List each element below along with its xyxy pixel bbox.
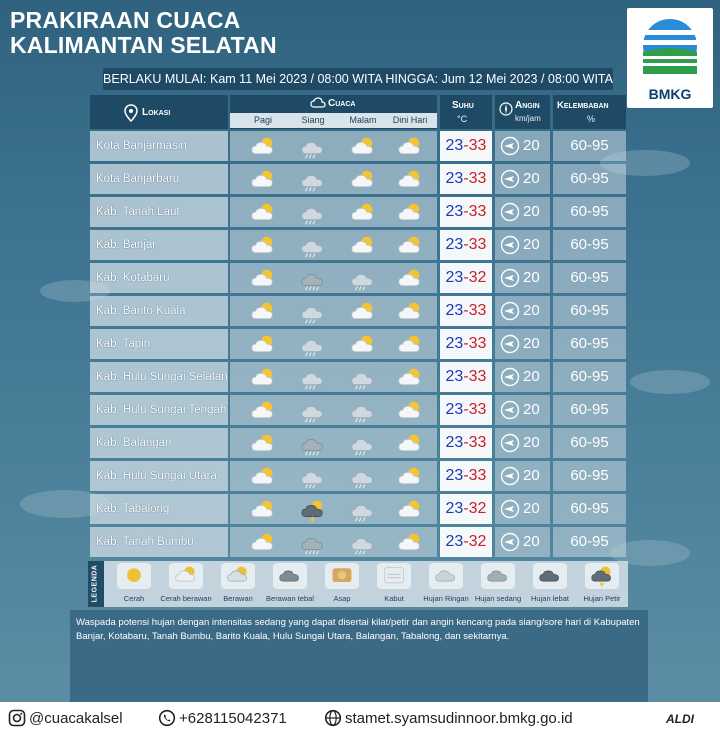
berawan-icon [226, 564, 250, 588]
table-row [90, 230, 626, 260]
cerah-berawan-icon [248, 465, 278, 491]
cerah-berawan-icon [248, 333, 278, 359]
temp-separator: - [463, 269, 469, 286]
temp-max: 33 [468, 203, 487, 220]
hujan-ringan-icon [298, 168, 328, 194]
logo-text: BMKG [648, 86, 692, 102]
location-name: Kab. Tanah Laut [96, 206, 180, 218]
table-row [90, 494, 626, 524]
hujan-ringan-icon [348, 432, 378, 458]
legend-item-kabut [368, 563, 420, 603]
wind-speed: 20 [523, 137, 540, 154]
period-dini-hari: Dini Hari [392, 115, 428, 125]
temperature [440, 197, 492, 227]
legend-label: Hujan sedang [474, 594, 522, 603]
legend-label: Hujan Petir [583, 594, 621, 603]
cerah-berawan-icon [248, 135, 278, 161]
cerah-berawan-icon [395, 531, 425, 557]
whatsapp-number: +628115042371 [179, 710, 287, 727]
cerah-berawan-icon [348, 333, 378, 359]
humidity: 60-95 [570, 170, 609, 187]
warning-notice: Waspada potensi hujan dengan intensitas sedang yang dapat disertai kilat/petir dan angin kencang pada siang/sore hari di Kabupaten Banjar, Kotabaru, Tanah Bumbu, Barito Kuala, Hulu Sungai Utara, Balangan, Tabalong, dan sekitarnya. [70, 610, 648, 702]
cerah-berawan-icon [248, 432, 278, 458]
wind-speed: 20 [523, 335, 540, 352]
whatsapp-icon [158, 709, 176, 727]
legend-title: LEGENDA [91, 564, 99, 603]
location-name: Kab. Hulu Sungai Selatan [96, 371, 228, 383]
temperature [440, 527, 492, 557]
header-angin [495, 95, 550, 129]
location-name: Kab. Tapin [96, 338, 151, 350]
legend-item-asap [316, 563, 368, 603]
hujan-ringan-icon [298, 366, 328, 392]
title-line-2: KALIMANTAN SELATAN [10, 32, 277, 58]
temp-min: 23 [445, 335, 464, 352]
wind-speed: 20 [523, 368, 540, 385]
temperature [440, 230, 492, 260]
footer-instagram[interactable] [8, 709, 123, 729]
cerah-berawan-icon [395, 267, 425, 293]
cerah-berawan-icon [348, 168, 378, 194]
cerah-berawan-icon [248, 300, 278, 326]
wind-speed: 20 [523, 203, 540, 220]
wind-speed: 20 [523, 236, 540, 253]
compass-header-icon [499, 102, 513, 116]
header-cuaca-label: Cuaca [328, 98, 356, 109]
temp-separator: - [463, 137, 469, 154]
hujan-ringan-icon [298, 201, 328, 227]
location-name: Kab. Tanah Bumbu [96, 536, 194, 548]
cerah-berawan-icon [348, 234, 378, 260]
table-row [90, 329, 626, 359]
hujan-petir-icon [590, 564, 614, 588]
wind-direction-icon [500, 334, 520, 354]
page-title [10, 8, 277, 58]
temperature [440, 296, 492, 326]
temperature [440, 164, 492, 194]
cerah-berawan-icon [248, 498, 278, 524]
period-header-row [230, 113, 437, 128]
wind-direction-icon [500, 136, 520, 156]
temp-max: 33 [468, 170, 487, 187]
legend-label: Hujan lebat [531, 594, 569, 603]
title-line-1: PRAKIRAAN CUACA [10, 7, 241, 33]
legend-item-cerah-berawan [160, 563, 212, 603]
footer [0, 702, 720, 736]
berawan-tebal-icon [278, 564, 302, 588]
location-name: Kab. Hulu Sungai Tengah [96, 404, 227, 416]
table-row [90, 527, 626, 557]
header-kelembaban [553, 95, 626, 129]
humidity: 60-95 [570, 434, 609, 451]
temp-separator: - [463, 434, 469, 451]
cerah-berawan-icon [395, 135, 425, 161]
cerah-berawan-icon [395, 465, 425, 491]
cerah-berawan-icon [248, 201, 278, 227]
humidity: 60-95 [570, 269, 609, 286]
footer-website[interactable] [324, 709, 573, 729]
footer-whatsapp[interactable] [158, 709, 287, 729]
hujan-ringan-icon [348, 531, 378, 557]
temperature [440, 461, 492, 491]
cerah-berawan-icon [248, 267, 278, 293]
temperature [440, 395, 492, 425]
legend [88, 561, 628, 607]
humidity: 60-95 [570, 302, 609, 319]
cerah-berawan-icon [348, 135, 378, 161]
location-name: Kab. Hulu Sungai Utara [96, 470, 217, 482]
legend-label: Kabut [384, 594, 404, 603]
cerah-berawan-icon [395, 234, 425, 260]
temp-separator: - [463, 203, 469, 220]
cerah-berawan-icon [248, 234, 278, 260]
temp-max: 33 [468, 302, 487, 319]
temp-min: 23 [445, 401, 464, 418]
humidity: 60-95 [570, 335, 609, 352]
temp-separator: - [463, 236, 469, 253]
hujan-ringan-icon [348, 498, 378, 524]
temp-max: 32 [468, 269, 487, 286]
humidity: 60-95 [570, 467, 609, 484]
wind-speed: 20 [523, 170, 540, 187]
hujan-ringan-icon [348, 267, 378, 293]
location-pin-icon [124, 104, 138, 122]
temp-min: 23 [445, 170, 464, 187]
location-name: Kota Banjarmasin [96, 140, 187, 152]
hujan-ringan-icon [298, 234, 328, 260]
table-row [90, 461, 626, 491]
temp-max: 33 [468, 467, 487, 484]
location-name: Kota Banjarbaru [96, 173, 180, 185]
weather-header-icon [310, 97, 326, 109]
wind-direction-icon [500, 400, 520, 420]
wind-speed: 20 [523, 467, 540, 484]
humidity: 60-95 [570, 401, 609, 418]
wind-direction-icon [500, 466, 520, 486]
hujan-ringan-icon [298, 333, 328, 359]
hujan-sedang-icon [298, 432, 328, 458]
header-angin-unit: km/jam [515, 114, 541, 123]
bmkg-logo [627, 8, 713, 108]
temp-min: 23 [445, 467, 464, 484]
header-lokasi [90, 95, 228, 129]
cerah-berawan-icon [395, 300, 425, 326]
globe-icon [324, 709, 342, 727]
temp-min: 23 [445, 269, 464, 286]
wind-speed: 20 [523, 401, 540, 418]
legend-title-box [88, 561, 104, 607]
legend-item-berawan [212, 563, 264, 603]
wind-speed: 20 [523, 434, 540, 451]
temp-min: 23 [445, 236, 464, 253]
cerah-berawan-icon [395, 366, 425, 392]
temp-separator: - [463, 368, 469, 385]
wind-direction-icon [500, 301, 520, 321]
wind-speed: 20 [523, 269, 540, 286]
location-name: Kab. Balangan [96, 437, 172, 449]
temp-separator: - [463, 335, 469, 352]
table-row [90, 131, 626, 161]
location-name: Kab. Banjar [96, 239, 157, 251]
legend-item-hujan-sedang [472, 563, 524, 603]
temp-min: 23 [445, 368, 464, 385]
table-row [90, 296, 626, 326]
temp-min: 23 [445, 500, 464, 517]
table-row [90, 362, 626, 392]
temp-max: 33 [468, 335, 487, 352]
legend-label: Cerah berawan [160, 594, 212, 603]
wind-direction-icon [500, 532, 520, 552]
cerah-berawan-icon [348, 201, 378, 227]
temp-max: 33 [468, 137, 487, 154]
table-row [90, 197, 626, 227]
temp-separator: - [463, 401, 469, 418]
hujan-ringan-icon [298, 465, 328, 491]
temperature [440, 131, 492, 161]
temp-separator: - [463, 500, 469, 517]
temp-max: 33 [468, 434, 487, 451]
legend-label: Hujan Ringan [423, 594, 469, 603]
legend-label: Asap [333, 594, 351, 603]
period-malam: Malam [349, 115, 377, 125]
header-lokasi-label: Lokasi [142, 107, 171, 118]
wind-direction-icon [500, 169, 520, 189]
cerah-berawan-icon [395, 168, 425, 194]
hujan-petir-icon [298, 498, 328, 524]
temp-max: 33 [468, 368, 487, 385]
wind-speed: 20 [523, 533, 540, 550]
header-kelembaban-label: Kelembaban [557, 100, 609, 111]
cerah-icon [122, 564, 146, 588]
website-url: stamet.syamsudinnoor.bmkg.go.id [345, 710, 573, 727]
header-angin-label: Angin [515, 100, 540, 111]
humidity: 60-95 [570, 137, 609, 154]
cerah-berawan-icon [395, 333, 425, 359]
validity-banner: BERLAKU MULAI: Kam 11 Mei 2023 / 08:00 WITA HINGGA: Jum 12 Mei 2023 / 08:00 WITA [103, 68, 613, 90]
period-siang: Siang [301, 115, 325, 125]
wind-speed: 20 [523, 500, 540, 517]
humidity: 60-95 [570, 533, 609, 550]
temp-min: 23 [445, 434, 464, 451]
signature: ALDI [666, 712, 694, 726]
period-pagi: Pagi [253, 115, 272, 125]
hujan-lebat-icon [538, 564, 562, 588]
temperature [440, 494, 492, 524]
hujan-ringan-icon [298, 399, 328, 425]
header-kelembaban-unit: % [587, 114, 596, 124]
cerah-berawan-icon [395, 432, 425, 458]
legend-label: Berawan tebal [266, 594, 314, 603]
temperature [440, 329, 492, 359]
kabut-icon [382, 564, 406, 588]
humidity: 60-95 [570, 236, 609, 253]
temp-max: 32 [468, 500, 487, 517]
hujan-sedang-icon [298, 531, 328, 557]
temp-max: 32 [468, 533, 487, 550]
wind-direction-icon [500, 235, 520, 255]
humidity: 60-95 [570, 203, 609, 220]
location-name: Kab. Tabalong [96, 503, 170, 515]
humidity: 60-95 [570, 500, 609, 517]
wind-direction-icon [500, 268, 520, 288]
table-row [90, 263, 626, 293]
hujan-ringan-icon [298, 135, 328, 161]
hujan-ringan-icon [434, 564, 458, 588]
instagram-icon [8, 709, 26, 727]
location-name: Kab. Barito Kuala [96, 305, 186, 317]
legend-label: Berawan [223, 594, 253, 603]
cerah-berawan-icon [348, 300, 378, 326]
location-name: Kab. Kotabaru [96, 272, 170, 284]
legend-item-berawan-tebal [264, 563, 316, 603]
temp-separator: - [463, 467, 469, 484]
temp-min: 23 [445, 137, 464, 154]
wind-direction-icon [500, 499, 520, 519]
table-row [90, 428, 626, 458]
legend-label: Cerah [123, 594, 145, 603]
wind-direction-icon [500, 367, 520, 387]
humidity: 60-95 [570, 368, 609, 385]
temp-min: 23 [445, 533, 464, 550]
temp-separator: - [463, 533, 469, 550]
bmkg-logo-icon [627, 8, 713, 84]
table-row [90, 164, 626, 194]
legend-item-hujan-petir [576, 563, 628, 603]
temp-min: 23 [445, 203, 464, 220]
cerah-berawan-icon [395, 201, 425, 227]
header-suhu-unit: °C [457, 114, 468, 124]
cerah-berawan-icon [248, 168, 278, 194]
temp-separator: - [463, 170, 469, 187]
legend-item-cerah [108, 563, 160, 603]
temp-max: 33 [468, 401, 487, 418]
cerah-berawan-icon [395, 498, 425, 524]
cerah-berawan-icon [248, 531, 278, 557]
cerah-berawan-icon [248, 399, 278, 425]
table-row [90, 395, 626, 425]
hujan-sedang-icon [486, 564, 510, 588]
temp-separator: - [463, 302, 469, 319]
wind-direction-icon [500, 202, 520, 222]
hujan-ringan-icon [348, 366, 378, 392]
wind-direction-icon [500, 433, 520, 453]
header-suhu [440, 95, 492, 129]
hujan-sedang-icon [298, 267, 328, 293]
cerah-berawan-icon [174, 564, 198, 588]
temperature [440, 428, 492, 458]
hujan-ringan-icon [348, 465, 378, 491]
temp-max: 33 [468, 236, 487, 253]
wind-speed: 20 [523, 302, 540, 319]
temperature [440, 263, 492, 293]
asap-icon [330, 564, 354, 588]
cerah-berawan-icon [248, 366, 278, 392]
instagram-handle: @cuacakalsel [29, 710, 123, 727]
hujan-ringan-icon [298, 300, 328, 326]
bg-cloud [630, 370, 710, 394]
legend-item-hujan-lebat [524, 563, 576, 603]
temp-min: 23 [445, 302, 464, 319]
legend-item-hujan-ringan [420, 563, 472, 603]
header-suhu-label: Suhu [452, 100, 474, 111]
temperature [440, 362, 492, 392]
cerah-berawan-icon [395, 399, 425, 425]
hujan-ringan-icon [348, 399, 378, 425]
